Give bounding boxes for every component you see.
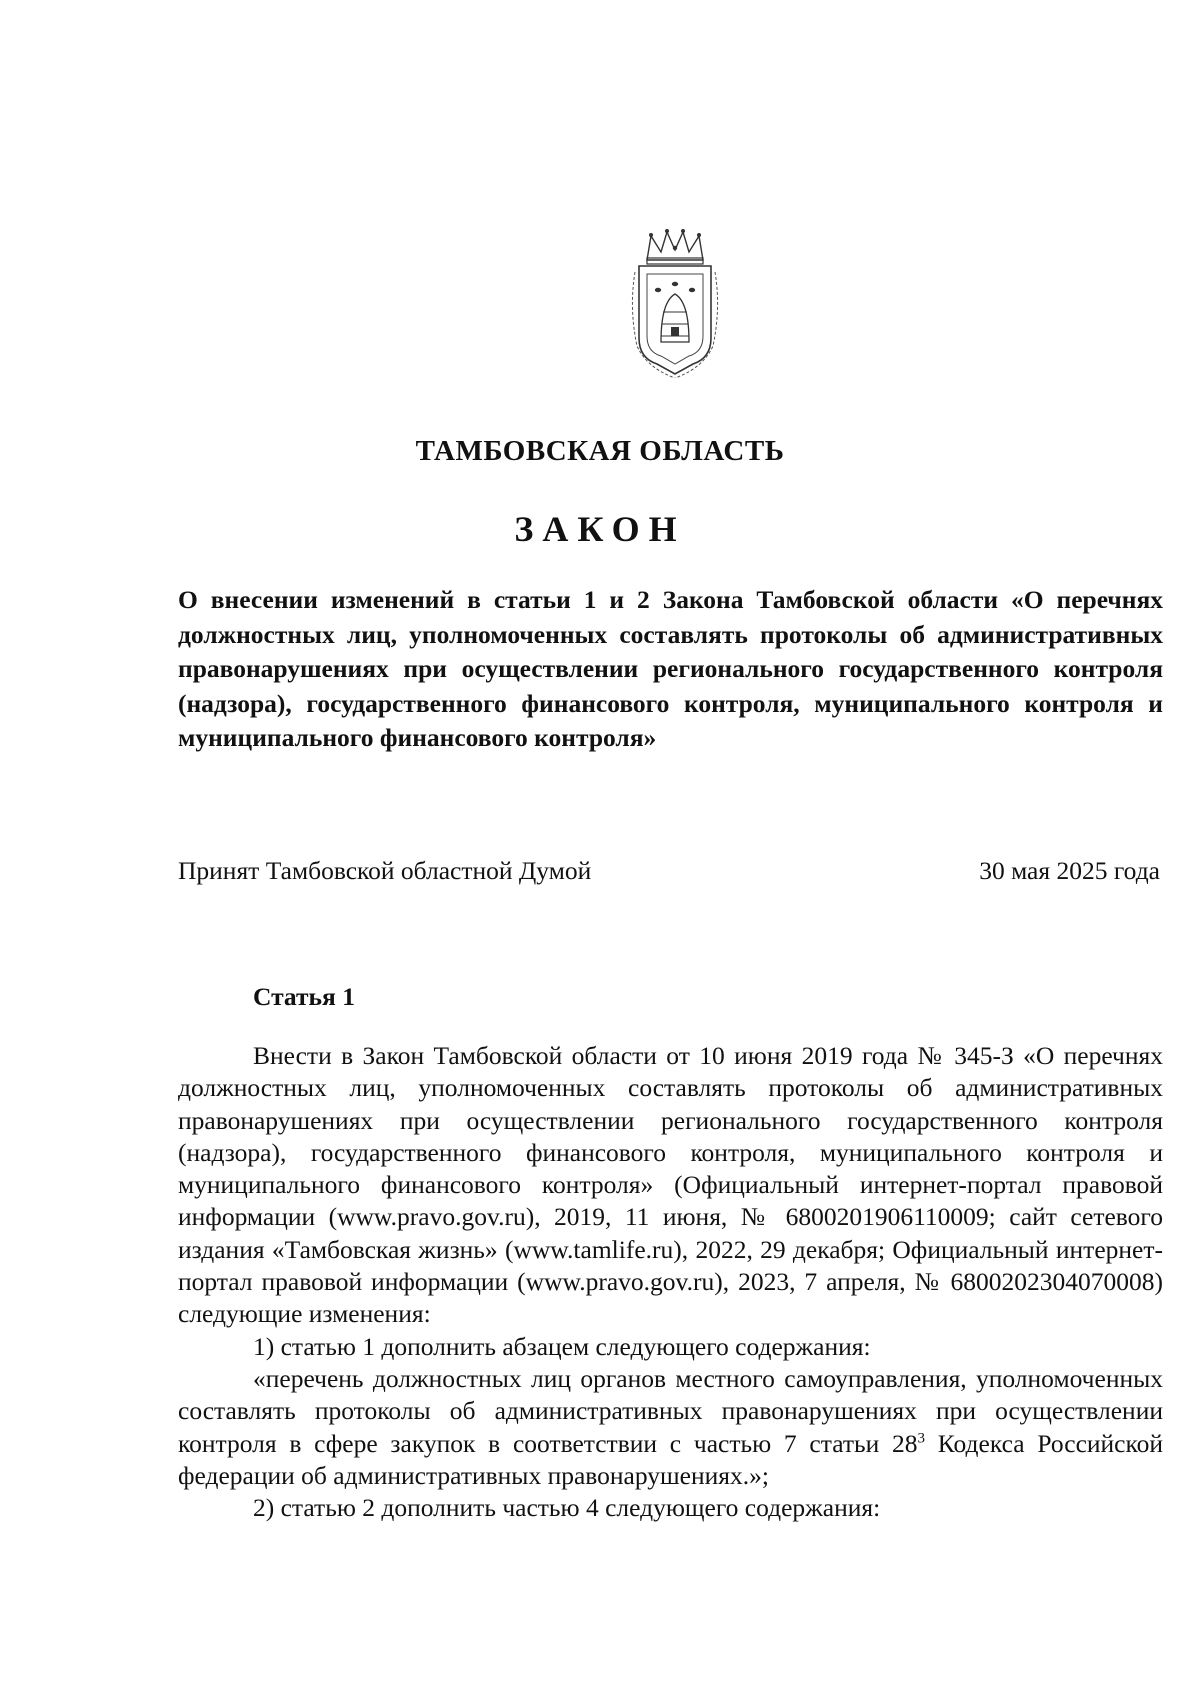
article-1-heading: Статья 1 xyxy=(253,982,355,1011)
region-title: ТАМБОВСКАЯ ОБЛАСТЬ xyxy=(415,435,785,467)
tambov-coat-of-arms-icon xyxy=(625,228,725,378)
quote-text-end: Кодекса Российской федерации об административных правонарушениях.»; xyxy=(178,1428,1163,1490)
law-subject-title: О внесении изменений в статьи 1 и 2 Закона Тамбовской области «О перечнях должностных лиц, уполномоченных составлять протоколы об административных правонарушениях при осуществлении регионального государственного контроля (надзора), государственного финансового контроля, муниципального контроля и муниципального финансового контроля» xyxy=(178,585,1163,752)
article-number-superscript: 3 xyxy=(917,1430,926,1447)
adoption-date: 30 мая 2025 года xyxy=(979,856,1160,885)
adopted-by: Принят Тамбовской областной Думой xyxy=(178,856,592,885)
article-1-intro-paragraph: Внести в Закон Тамбовской области от 10 июня 2019 года № 345-З «О перечнях должностных лиц, уполномоченных составлять протоколы об административных правонарушениях при осуществлении регионального государственного контроля (надзора), государственного финансового контроля, муниципального контроля и муниципального финансового контроля» (Официальный интернет-портал правовой информации (www.pravo.gov.ru), 2019, 11 июня, № 6800201906110009; сайт сетевого издания «Тамбовская жизнь» (www.tamlife.ru), 2022, 29 декабря; Официальный интернет-портал правовой информации (www.pravo.gov.ru), 2023, 7 апреля, № 6800202304070008) следующие изменения: xyxy=(178,1041,1163,1329)
quote-text-start: «перечень должностных лиц органов местного самоуправления, уполномоченных составлять протоколы об административных правонарушениях при осуществлении контроля в сфере закупок в соответствии с частью 7 статьи 28 xyxy=(178,1363,1163,1458)
document-type-title: ЗАКОН xyxy=(514,509,686,549)
article-1-quoted-paragraph xyxy=(178,1363,1163,1492)
article-1-item-2: 2) статью 2 дополнить частью 4 следующего содержания: xyxy=(253,1493,881,1523)
article-1-item-1: 1) статью 1 дополнить абзацем следующего содержания: xyxy=(253,1331,871,1361)
article-1-body xyxy=(178,1040,1163,1524)
